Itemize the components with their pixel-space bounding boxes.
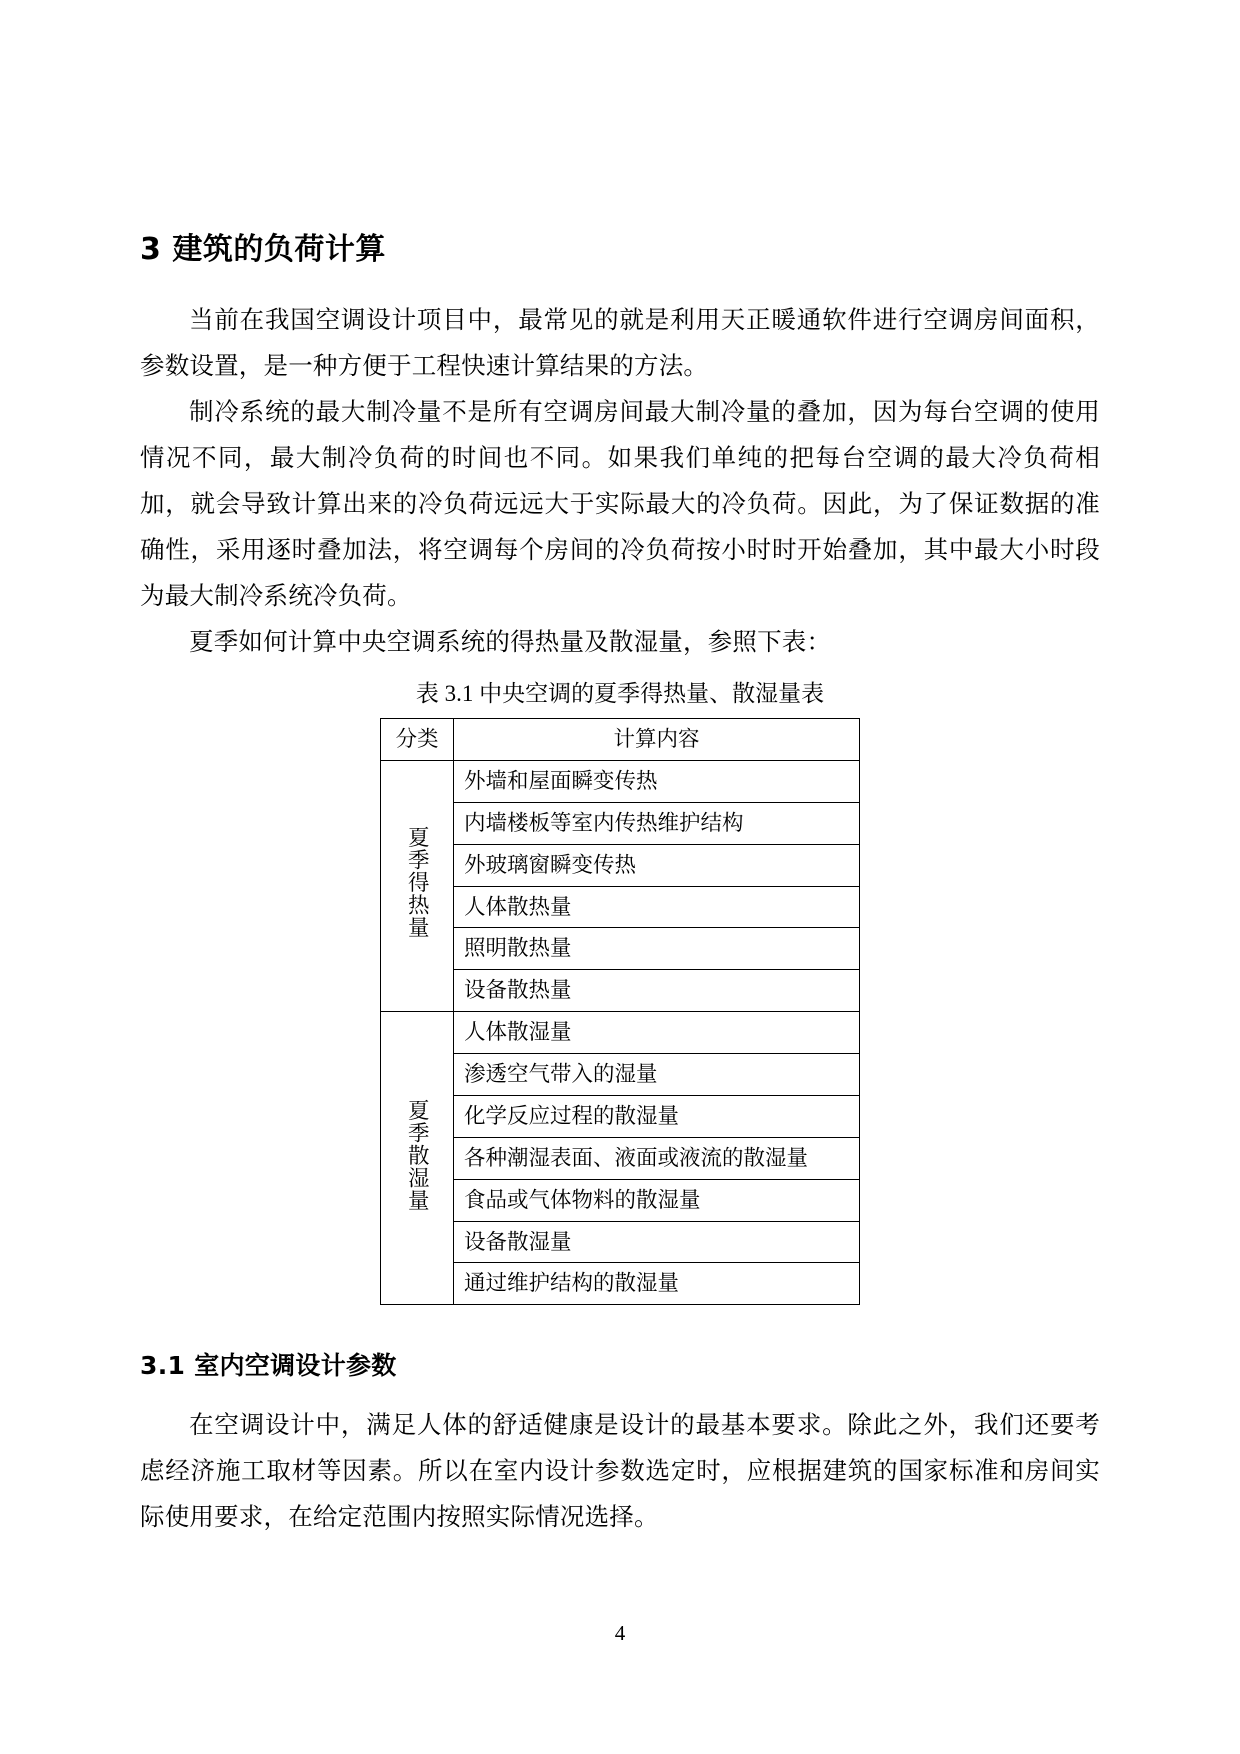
- table-cell-item: 设备散湿量: [454, 1221, 860, 1263]
- paragraph-cooling-load: 制冷系统的最大制冷量不是所有空调房间最大制冷量的叠加，因为每台空调的使用情况不同，最大制冷负荷的时间也不同。如果我们单纯的把每台空调的最大冷负荷相加，就会导致计算出来的冷负荷远远大于实际最大的冷负荷。因此，为了保证数据的准确性，采用逐时叠加法，将空调每个房间的冷负荷按小时时开始叠加，其中最大小时段为最大制冷系统冷负荷。: [140, 399, 1100, 610]
- table-cell-item: 各种潮湿表面、液面或液流的散湿量: [454, 1137, 860, 1179]
- table-cell-item: 外玻璃窗瞬变传热: [454, 844, 860, 886]
- table-row: [381, 1012, 860, 1054]
- table-caption: 表 3.1 中央空调的夏季得热量、散湿量表: [415, 681, 825, 706]
- table-cell-item: 人体散湿量: [454, 1012, 860, 1054]
- page-number: 4: [614, 1621, 626, 1645]
- category-cell-summer-heat-gain: [381, 760, 454, 1011]
- paragraph-intro: 当前在我国空调设计项目中，最常见的就是利用天正暖通软件进行空调房间面积，参数设置，是一种方便于工程快速计算结果的方法。: [140, 307, 1100, 380]
- table-cell-item: 通过维护结构的散湿量: [454, 1263, 860, 1305]
- paragraph-table-lead-in: 夏季如何计算中央空调系统的得热量及散湿量，参照下表：: [189, 629, 832, 656]
- table-cell-item: 照明散热量: [454, 928, 860, 970]
- category-label-vertical: 夏季散湿量: [405, 1098, 430, 1211]
- table-header-content: 计算内容: [454, 719, 860, 761]
- chapter-heading: 3 建筑的负荷计算: [140, 232, 386, 267]
- table-header-row: [381, 719, 860, 761]
- table-row: [381, 760, 860, 802]
- table-cell-item: 渗透空气带入的湿量: [454, 1054, 860, 1096]
- table-cell-item: 内墙楼板等室内传热维护结构: [454, 802, 860, 844]
- table-container: [140, 718, 1100, 1305]
- category-label-vertical: 夏季得热量: [405, 826, 430, 939]
- category-cell-summer-moisture: [381, 1012, 454, 1305]
- table-cell-item: 外墙和屋面瞬变传热: [454, 760, 860, 802]
- table-cell-item: 设备散热量: [454, 970, 860, 1012]
- heat-moisture-table: [380, 718, 860, 1305]
- paragraph-indoor-design-params: 在空调设计中，满足人体的舒适健康是设计的最基本要求。除此之外，我们还要考虑经济施工取材等因素。所以在室内设计参数选定时，应根据建筑的国家标准和房间实际使用要求，在给定范围内按照实际情况选择。: [140, 1412, 1100, 1532]
- table-cell-item: 化学反应过程的散湿量: [454, 1095, 860, 1137]
- table-cell-item: 人体散热量: [454, 886, 860, 928]
- section-heading-3-1: 3.1 室内空调设计参数: [140, 1351, 397, 1381]
- table-cell-item: 食品或气体物料的散湿量: [454, 1179, 860, 1221]
- top-margin-spacer: [140, 0, 1100, 232]
- table-header-category: 分类: [381, 719, 454, 761]
